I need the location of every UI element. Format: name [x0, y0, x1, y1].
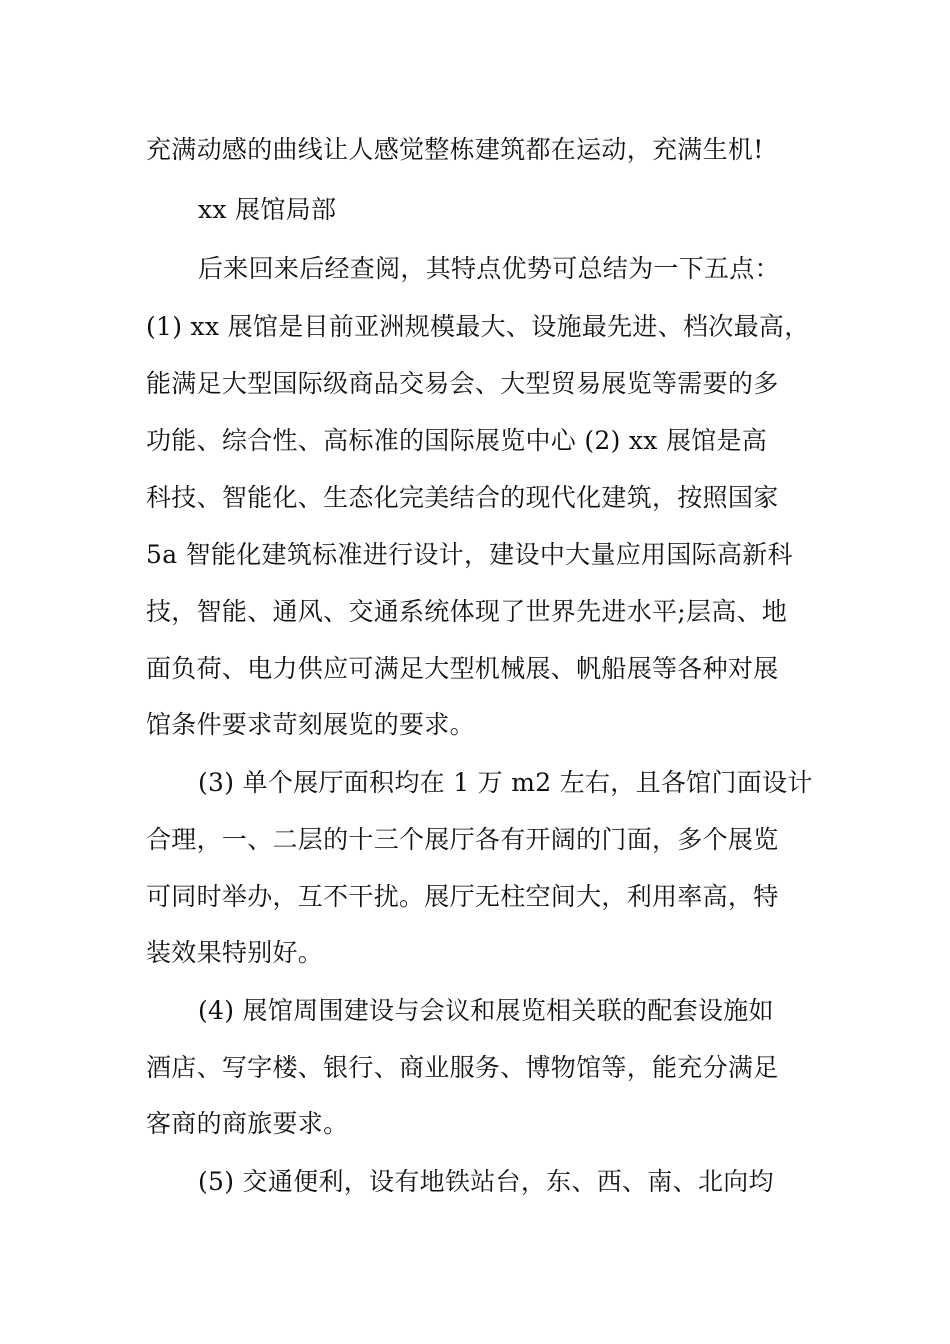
text-line: 科技、智能化、生态化完美结合的现代化建筑，按照国家 — [146, 483, 779, 512]
text-line: (1) xx 展馆是目前亚洲规模最大、设施最先进、档次最高， — [146, 312, 810, 341]
text-line: 充满动感的曲线让人感觉整栋建筑都在运动，充满生机! — [146, 135, 764, 164]
text-line: 馆条件要求苛刻展览的要求。 — [146, 710, 475, 739]
text-line: 客商的商旅要求。 — [146, 1109, 349, 1138]
text-line: (4) 展馆周围建设与会议和展览相关联的配套设施如 — [198, 996, 774, 1025]
text-line: 能满足大型国际级商品交易会、大型贸易展览等需要的多 — [146, 369, 779, 398]
text-line: 面负荷、电力供应可满足大型机械展、帆船展等各种对展 — [146, 654, 779, 683]
text-line: 可同时举办，互不干扰。展厅无柱空间大，利用率高，特 — [146, 882, 779, 911]
text-line: (5) 交通便利，设有地铁站台，东、西、南、北向均 — [198, 1167, 774, 1196]
text-line: 功能、综合性、高标准的国际展览中心 (2) xx 展馆是高 — [146, 426, 768, 455]
section-caption: xx 展馆局部 — [198, 195, 337, 224]
text-line: 5a 智能化建筑标准进行设计，建设中大量应用国际高新科 — [146, 540, 793, 569]
text-line: 后来回来后经查阅，其特点优势可总结为一下五点： — [198, 254, 780, 283]
text-line: (3) 单个展厅面积均在 1 万 m2 左右，且各馆门面设计 — [198, 768, 813, 797]
text-line: 酒店、写字楼、银行、商业服务、博物馆等，能充分满足 — [146, 1053, 779, 1082]
text-line: 合理，一、二层的十三个展厅各有开阔的门面，多个展览 — [146, 825, 779, 854]
text-line: 技，智能、通风、交通系统体现了世界先进水平;层高、地 — [146, 597, 788, 626]
text-line: 装效果特别好。 — [146, 938, 324, 967]
